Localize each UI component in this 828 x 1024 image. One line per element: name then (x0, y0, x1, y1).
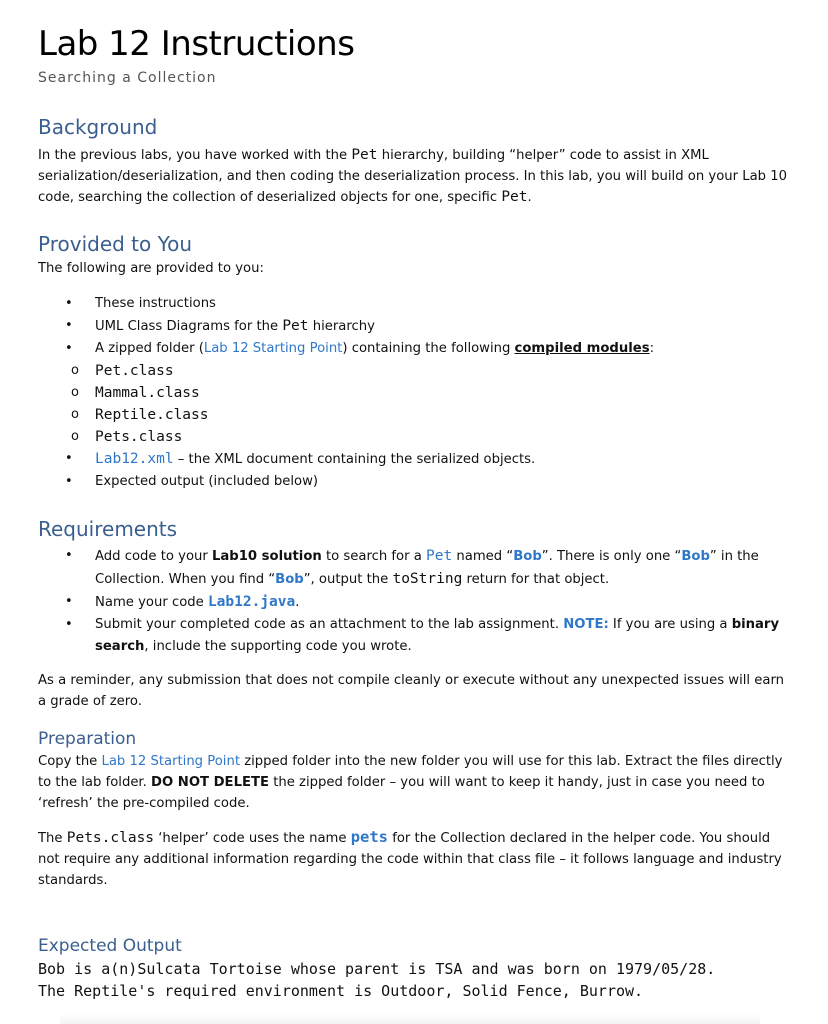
java-file-name: Lab12.java (207, 594, 296, 610)
expected-output-line-2: The Reptile's required environment is Outdoor, Solid Fence, Burrow. (38, 982, 644, 1000)
text: The (38, 831, 67, 846)
text: hierarchy, building “helper” code to assist in XML serialization/deserialization, and then coding the deserialization process. In this lab, you will build on your Lab 10 code, searching the collection of deserialized objects for one, specific (38, 148, 788, 205)
code-tostring: toString (392, 571, 463, 587)
circle-bullet-icon: o (71, 385, 79, 400)
list-item-text: – the XML document containing the serialized objects. (173, 452, 536, 467)
background-section (38, 113, 790, 208)
list-item-text: If you are using a (608, 617, 732, 632)
bob-name: Bob (275, 572, 304, 587)
list-item-text: ”. There is only one “ (541, 549, 682, 564)
list-item-text: ) containing the following (342, 341, 515, 356)
list-item (38, 591, 790, 614)
list-item (38, 614, 790, 658)
text: . (527, 190, 532, 205)
provided-intro: The following are provided to you: (38, 261, 264, 276)
module-item (38, 360, 790, 382)
list-item (38, 338, 790, 448)
note-label: NOTE: (563, 617, 609, 632)
page-title: Lab 12 Instructions (38, 24, 355, 64)
provided-heading: Provided to You (38, 232, 193, 256)
text: ‘helper’ code uses the name (154, 831, 351, 846)
bob-name: Bob (681, 549, 710, 564)
modules-list (38, 360, 790, 448)
compiled-modules-label: compiled modules (514, 341, 650, 356)
code-pet: Pet (282, 318, 309, 334)
code-pet: Pet (501, 189, 528, 205)
page-shadow (60, 1014, 760, 1024)
preparation-paragraph-1 (38, 751, 790, 814)
bullet-icon: • (65, 341, 73, 356)
module-item (38, 382, 790, 404)
bullet-icon: • (65, 548, 73, 563)
list-item-text: named “ (452, 549, 514, 564)
expected-output-line-1: Bob is a(n)Sulcata Tortoise whose parent is TSA and was born on 1979/05/28. (38, 960, 716, 978)
provided-section (38, 230, 790, 493)
preparation-paragraph-2 (38, 827, 790, 891)
module-name: Pet.class (95, 363, 174, 379)
list-item (38, 448, 790, 471)
list-item-text: ”, output the (303, 572, 393, 587)
requirements-heading: Requirements (38, 517, 178, 541)
starting-point-link[interactable]: Lab 12 Starting Point (101, 754, 240, 769)
preparation-heading: Preparation (38, 729, 137, 749)
do-not-delete-label: DO NOT DELETE (151, 775, 269, 790)
binary-search-label: binary search (95, 617, 780, 654)
module-name: Reptile.class (95, 407, 209, 423)
bullet-icon: • (65, 318, 73, 333)
module-item (38, 426, 790, 448)
bullet-icon: • (65, 296, 73, 311)
document-page (38, 22, 790, 1002)
list-item-text: Add code to your (95, 549, 212, 564)
code-pets-class: Pets.class (66, 830, 155, 846)
list-item-text: return for that object. (462, 572, 610, 587)
module-item (38, 404, 790, 426)
list-item-text: to search for a (321, 549, 426, 564)
bullet-icon: • (65, 617, 73, 632)
list-item (38, 545, 790, 591)
list-item-text: ” in the Collection. When you find “ (95, 549, 759, 587)
code-pet: Pet (426, 548, 453, 564)
lab10-label: Lab10 solution (212, 549, 322, 564)
list-item (38, 471, 790, 493)
module-name: Pets.class (95, 429, 183, 445)
preparation-section (38, 727, 790, 891)
list-item-text: Submit your completed code as an attachment to the lab assignment. (95, 617, 564, 632)
background-heading: Background (38, 115, 158, 139)
reminder-paragraph: As a reminder, any submission that does not compile cleanly or execute without any unexpected issues will earn a grade of zero. (38, 673, 785, 709)
circle-bullet-icon: o (71, 407, 79, 422)
xml-file-link[interactable]: Lab12.xml (95, 451, 174, 467)
list-item (38, 315, 790, 338)
text: In the previous labs, you have worked with the (38, 148, 352, 163)
circle-bullet-icon: o (71, 363, 79, 378)
expected-output-heading: Expected Output (38, 936, 182, 956)
circle-bullet-icon: o (71, 429, 79, 444)
requirements-section (38, 515, 790, 712)
list-item-text: Name your code (95, 595, 208, 610)
list-item-text: UML Class Diagrams for the (95, 319, 283, 334)
text: zipped folder into the new folder you will use for this lab. Extract the files directly to the lab folder. (38, 754, 783, 790)
bob-name: Bob (513, 549, 542, 564)
text: Copy the (38, 754, 102, 769)
expected-output-section (38, 934, 790, 1002)
list-item-text: hierarchy (308, 319, 375, 334)
module-name: Mammal.class (95, 385, 200, 401)
list-item-text: Expected output (included below) (95, 474, 319, 489)
bullet-icon: • (65, 474, 73, 489)
starting-point-link[interactable]: Lab 12 Starting Point (203, 341, 343, 356)
list-item (38, 293, 790, 315)
text: for the Collection declared in the helper code. You should not require any additional information regarding the code within that class file – it follows language and industry standards. (38, 831, 782, 888)
list-item-text: : (649, 341, 655, 356)
bullet-icon: • (65, 451, 73, 466)
provided-list (38, 293, 790, 493)
list-item-text: A zipped folder ( (95, 341, 204, 356)
bullet-icon: • (65, 594, 73, 609)
code-pets: pets (350, 828, 389, 846)
list-item-text: , include the supporting code you wrote. (144, 639, 412, 654)
code-pet: Pet (351, 147, 378, 163)
requirements-list (38, 545, 790, 658)
list-item-text: . (295, 595, 300, 610)
list-item-text: These instructions (95, 296, 216, 311)
text: the zipped folder – you will want to keep it handy, just in case you need to ‘refresh’ the pre-compiled code. (38, 775, 765, 811)
background-paragraph (38, 145, 790, 208)
page-subtitle: Searching a Collection (38, 70, 217, 86)
